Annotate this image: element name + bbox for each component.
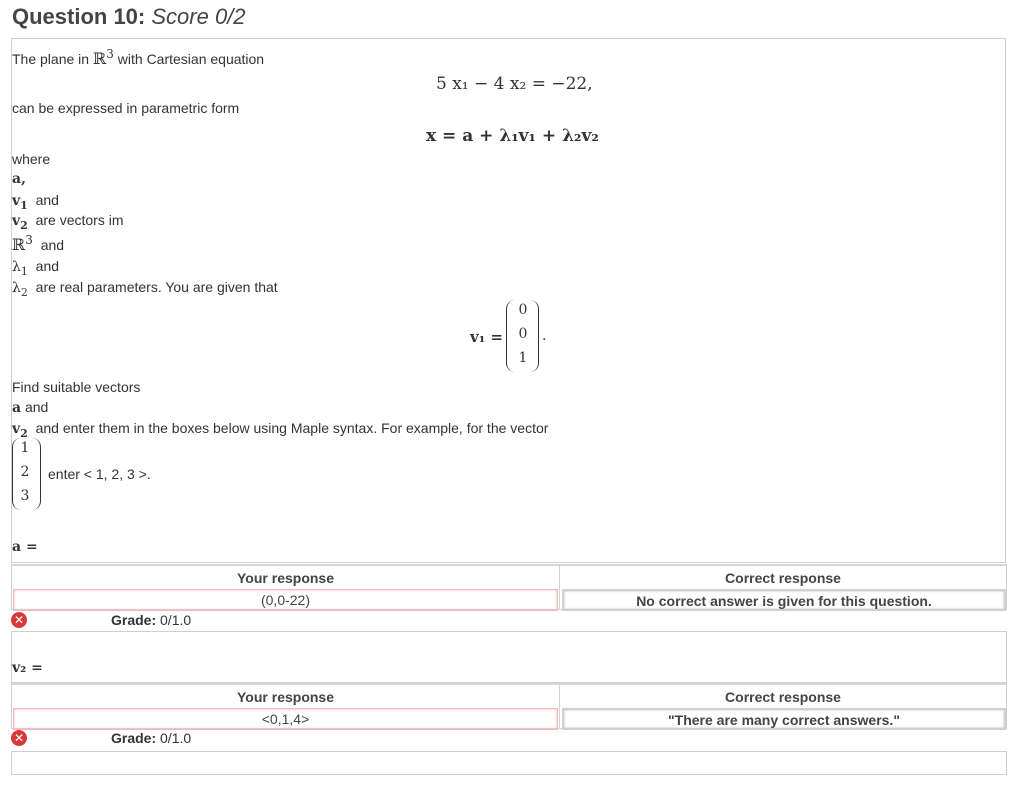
v1-entry-3: 1 [518,350,528,366]
score-label: Score 0/2 [151,4,246,29]
question-title [12,4,246,30]
response-table-a [11,564,1007,610]
lambda2-line: $\lambda_2$ are real parameters. You are given that [12,279,278,299]
grade-value: 0/1.0 [160,730,192,746]
v1-entry-2: 0 [518,326,528,342]
v2-line: $v_2$ are vectors im [12,212,124,232]
part-v2-label: v₂ = [12,660,43,676]
question-label: Question 10: [12,4,146,29]
where-text: where [12,151,51,167]
correct-response-a: No correct answer is given for this question. [562,589,1006,611]
r3-line: ℝ$^3$ and [12,233,65,254]
grade-label: Grade: [111,612,157,628]
your-response-header: Your response [237,689,334,705]
parametric-equation: x = a + λ₁v₁ + λ₂v₂ [426,126,599,146]
example-matrix [12,438,44,510]
your-response-v2: <0,1,4> [13,708,558,730]
v1-entry-1: 0 [518,302,528,318]
a-and-line: a and [12,399,49,416]
example-entry-3: 3 [20,488,30,504]
v2-text: are vectors im [35,212,124,228]
a-and: and [24,399,49,415]
example-bracket-right [32,438,41,510]
matrix-bracket-right [530,300,539,372]
response-table-v2 [11,683,1007,729]
example-entry-2: 2 [20,464,30,480]
v1-label: v₁ = [470,328,504,346]
a-comma: a, [12,171,26,187]
intro-post: with Cartesian equation [117,51,265,67]
example-entry-1: 1 [20,440,30,456]
your-response-a: (0,0-22) [13,589,558,611]
grade-v2 [111,730,191,746]
v1-and: and [35,192,59,208]
r3-and: and [40,237,65,253]
example-text: enter < 1, 2, 3 >. [48,466,151,482]
param-intro: can be expressed in parametric form [12,100,240,116]
v1-matrix: 0 0 1 . [506,300,546,372]
correct-response-v2: "There are many correct answers." [562,708,1006,730]
feedback-box [11,751,1007,775]
part-v2-box [11,631,1007,683]
enter-line: $v_2$ and enter them in the boxes below using Maple syntax. For example, for the vector [12,420,549,440]
part-a-label: a = [12,539,38,555]
intro-pre: The plane in [12,51,90,67]
space-symbol: ℝ [92,49,107,68]
correct-response-header: Correct response [725,689,841,705]
your-response-header: Your response [237,570,334,586]
intro-line [12,49,264,68]
lambda2-text: are real parameters. You are given that [35,279,278,295]
grade-value: 0/1.0 [160,612,192,628]
grade-label: Grade: [111,730,157,746]
v1-line: $v_1$ and [12,192,59,212]
lambda1-line: $\lambda_1$ and [12,258,60,278]
cartesian-equation: 5 x₁ − 4 x₂ = −22, [436,74,593,94]
correct-response-header: Correct response [725,570,841,586]
close-circle-icon: ✕ [11,730,27,746]
space-dim: 3 [106,47,114,61]
enter-text: and enter them in the boxes below using Maple syntax. For example, for the vector [35,420,549,436]
matrix-bracket-left [506,300,515,372]
close-circle-icon: ✕ [11,612,27,628]
lambda1-and: and [35,258,60,274]
find-text: Find suitable vectors [12,379,141,395]
grade-a [111,612,191,628]
